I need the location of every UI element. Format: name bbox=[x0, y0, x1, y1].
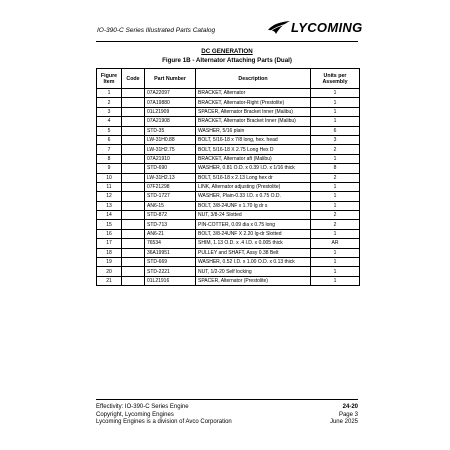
table-row bbox=[97, 211, 360, 220]
cell-figure-item: 18 bbox=[97, 248, 122, 257]
cell-part-number: STD-1727 bbox=[145, 192, 196, 201]
cell-part-number: LW-31H0.88 bbox=[145, 135, 196, 144]
cell-code bbox=[122, 145, 145, 154]
table-row bbox=[97, 220, 360, 229]
cell-part-number: 76534 bbox=[145, 239, 196, 248]
cell-figure-item: 21 bbox=[97, 276, 122, 285]
figure-title: Figure 1B - Alternator Attaching Parts (Dual) bbox=[162, 57, 292, 64]
cell-description: BOLT, 5/16-18 x 7/8 long, hex. head bbox=[196, 135, 311, 144]
cell-code bbox=[122, 107, 145, 116]
cell-figure-item: 12 bbox=[97, 192, 122, 201]
cell-units: 1 bbox=[311, 267, 360, 276]
cell-code bbox=[122, 239, 145, 248]
cell-units: 1 bbox=[311, 98, 360, 107]
cell-description: SHIM, 1.13 O.D. x .4 I.D. x 0.005 thick bbox=[196, 239, 311, 248]
table-row bbox=[97, 258, 360, 267]
table-row bbox=[97, 154, 360, 163]
table-row bbox=[97, 164, 360, 173]
table-row bbox=[97, 276, 360, 285]
cell-code bbox=[122, 89, 145, 98]
cell-code bbox=[122, 267, 145, 276]
cell-description: BOLT, 5/16-18 x 2.13 Long hex dr bbox=[196, 173, 311, 182]
cell-units: 1 bbox=[311, 89, 360, 98]
cell-code bbox=[122, 192, 145, 201]
catalog-title: IO-390-C Series Illustrated Parts Catalog bbox=[97, 27, 216, 34]
footer-date: June 2025 bbox=[329, 419, 358, 425]
cell-description: BRACKET, Alternator Bracket Inner (Malibu) bbox=[196, 117, 311, 126]
table-row bbox=[97, 173, 360, 182]
cell-figure-item: 11 bbox=[97, 182, 122, 191]
table-row bbox=[97, 192, 360, 201]
cell-description: BRACKET, Alternator bbox=[196, 89, 311, 98]
cell-units: 1 bbox=[311, 201, 360, 210]
table-row bbox=[97, 267, 360, 276]
cell-part-number: STD-2221 bbox=[145, 267, 196, 276]
cell-code bbox=[122, 164, 145, 173]
col-header-code: Code bbox=[122, 69, 145, 89]
table-row bbox=[97, 135, 360, 144]
cell-part-number: STD-872 bbox=[145, 211, 196, 220]
cell-part-number: 07A21910 bbox=[145, 154, 196, 163]
cell-figure-item: 15 bbox=[97, 220, 122, 229]
cell-figure-item: 17 bbox=[97, 239, 122, 248]
cell-description: SPACER, Alternator Bracket Inner (Malibu) bbox=[196, 107, 311, 116]
cell-code bbox=[122, 117, 145, 126]
cell-description: PIN-COTTER, 0.09 dia x 0.75 long bbox=[196, 220, 311, 229]
cell-description: NUT, 1/2-20 Self locking bbox=[196, 267, 311, 276]
cell-units: 3 bbox=[311, 135, 360, 144]
cell-code bbox=[122, 201, 145, 210]
eagle-wing-icon bbox=[268, 21, 290, 35]
cell-part-number: STD-669 bbox=[145, 258, 196, 267]
cell-part-number: 07A19880 bbox=[145, 98, 196, 107]
table-row bbox=[97, 248, 360, 257]
cell-part-number: 01L21909 bbox=[145, 107, 196, 116]
cell-description: BRACKET, Alternator aft (Malibu) bbox=[196, 154, 311, 163]
footer-division: Lycoming Engines is a division of Avco Corporation bbox=[96, 419, 232, 425]
parts-table bbox=[96, 68, 360, 286]
cell-part-number: 07A22097 bbox=[145, 89, 196, 98]
cell-part-number: STD-713 bbox=[145, 220, 196, 229]
cell-code bbox=[122, 229, 145, 238]
footer-section-number: 24-20 bbox=[342, 404, 358, 410]
cell-description: BOLT, 5/16-18 X 2.75 Long Hex D bbox=[196, 145, 311, 154]
footer-copyright: Copyright, Lycoming Engines bbox=[96, 411, 174, 418]
footer-divider bbox=[96, 399, 358, 400]
cell-units: 1 bbox=[311, 107, 360, 116]
cell-units: 2 bbox=[311, 220, 360, 229]
cell-description: PULLEY and SHAFT, Assy 0.38 Belt bbox=[196, 248, 311, 257]
cell-figure-item: 14 bbox=[97, 211, 122, 220]
cell-description: LINK, Alternator adjusting (Prestolite) bbox=[196, 182, 311, 191]
cell-description: WASHER, 5/16 plain bbox=[196, 126, 311, 135]
cell-description: NUT, 3/8-24 Slotted bbox=[196, 211, 311, 220]
cell-code bbox=[122, 98, 145, 107]
cell-part-number: 07A21908 bbox=[145, 117, 196, 126]
table-header-row bbox=[97, 69, 360, 89]
cell-code bbox=[122, 126, 145, 135]
cell-figure-item: 9 bbox=[97, 164, 122, 173]
parts-table-body bbox=[97, 89, 360, 286]
cell-part-number: STD-690 bbox=[145, 164, 196, 173]
col-header-description: Description bbox=[196, 69, 311, 89]
cell-figure-item: 8 bbox=[97, 154, 122, 163]
cell-part-number: AN6-15 bbox=[145, 201, 196, 210]
cell-figure-item: 3 bbox=[97, 107, 122, 116]
cell-description: WASHER, 0.81 O.D. x 0.39 I.D. x 1/16 thick bbox=[196, 164, 311, 173]
cell-figure-item: 4 bbox=[97, 117, 122, 126]
table-row bbox=[97, 98, 360, 107]
cell-part-number: 01L21916 bbox=[145, 276, 196, 285]
cell-description: BOLT, 3/8-24UNF X 2.20 lg-dr Slotted bbox=[196, 229, 311, 238]
cell-units: 2 bbox=[311, 211, 360, 220]
table-row bbox=[97, 145, 360, 154]
cell-units: 2 bbox=[311, 173, 360, 182]
cell-units: 1 bbox=[311, 192, 360, 201]
cell-description: WASHER, Plain-0.33 I.D. x 0.75 O.D. bbox=[196, 192, 311, 201]
brand-name: LYCOMING bbox=[291, 20, 363, 35]
cell-figure-item: 1 bbox=[97, 89, 122, 98]
cell-description: SPACER, Alternator (Prestolite) bbox=[196, 276, 311, 285]
cell-code bbox=[122, 211, 145, 220]
cell-units: 6 bbox=[311, 126, 360, 135]
cell-part-number: STD-35 bbox=[145, 126, 196, 135]
cell-units: 8 bbox=[311, 164, 360, 173]
cell-figure-item: 2 bbox=[97, 98, 122, 107]
table-row bbox=[97, 182, 360, 191]
cell-part-number: AN6-21 bbox=[145, 229, 196, 238]
footer-page: Page 3 bbox=[338, 411, 358, 418]
table-row bbox=[97, 126, 360, 135]
table-row bbox=[97, 201, 360, 210]
cell-units: 1 bbox=[311, 276, 360, 285]
cell-figure-item: 20 bbox=[97, 267, 122, 276]
section-title: DC GENERATION bbox=[201, 48, 253, 55]
cell-code bbox=[122, 135, 145, 144]
cell-description: BOLT, 3/8-24UNF x 1.70 lg dr s bbox=[196, 201, 311, 210]
cell-part-number: LW-31H2.75 bbox=[145, 145, 196, 154]
table-row bbox=[97, 89, 360, 98]
cell-units: 1 bbox=[311, 258, 360, 267]
cell-code bbox=[122, 154, 145, 163]
cell-units: 2 bbox=[311, 145, 360, 154]
table-row bbox=[97, 239, 360, 248]
cell-figure-item: 10 bbox=[97, 173, 122, 182]
cell-units: 1 bbox=[311, 154, 360, 163]
cell-figure-item: 5 bbox=[97, 126, 122, 135]
cell-figure-item: 19 bbox=[97, 258, 122, 267]
table-row bbox=[97, 107, 360, 116]
header-divider bbox=[96, 41, 358, 42]
cell-description: WASHER, 0.52 I.D. x 1.00 O.D. x 0.13 thick bbox=[196, 258, 311, 267]
col-header-units: Units per Assembly bbox=[311, 69, 360, 89]
cell-code bbox=[122, 258, 145, 267]
cell-part-number: 36A19951 bbox=[145, 248, 196, 257]
lycoming-logo bbox=[268, 20, 363, 35]
cell-units: 1 bbox=[311, 117, 360, 126]
cell-units: 1 bbox=[311, 248, 360, 257]
table-row bbox=[97, 117, 360, 126]
cell-part-number: LW-31H2.13 bbox=[145, 173, 196, 182]
cell-description: BRACKET, Alternator-Right (Prestolite) bbox=[196, 98, 311, 107]
cell-code bbox=[122, 276, 145, 285]
cell-units: 1 bbox=[311, 182, 360, 191]
cell-units: AR bbox=[311, 239, 360, 248]
col-header-figure-item: Figure Item bbox=[97, 69, 122, 89]
cell-code bbox=[122, 248, 145, 257]
table-row bbox=[97, 229, 360, 238]
cell-code bbox=[122, 182, 145, 191]
cell-figure-item: 13 bbox=[97, 201, 122, 210]
cell-figure-item: 7 bbox=[97, 145, 122, 154]
cell-code bbox=[122, 220, 145, 229]
col-header-part-number: Part Number bbox=[145, 69, 196, 89]
cell-units: 1 bbox=[311, 229, 360, 238]
footer-effectivity: Effectivity: IO-390-C Series Engine bbox=[96, 404, 189, 410]
cell-code bbox=[122, 173, 145, 182]
cell-figure-item: 6 bbox=[97, 135, 122, 144]
cell-part-number: 07F21298 bbox=[145, 182, 196, 191]
cell-figure-item: 16 bbox=[97, 229, 122, 238]
